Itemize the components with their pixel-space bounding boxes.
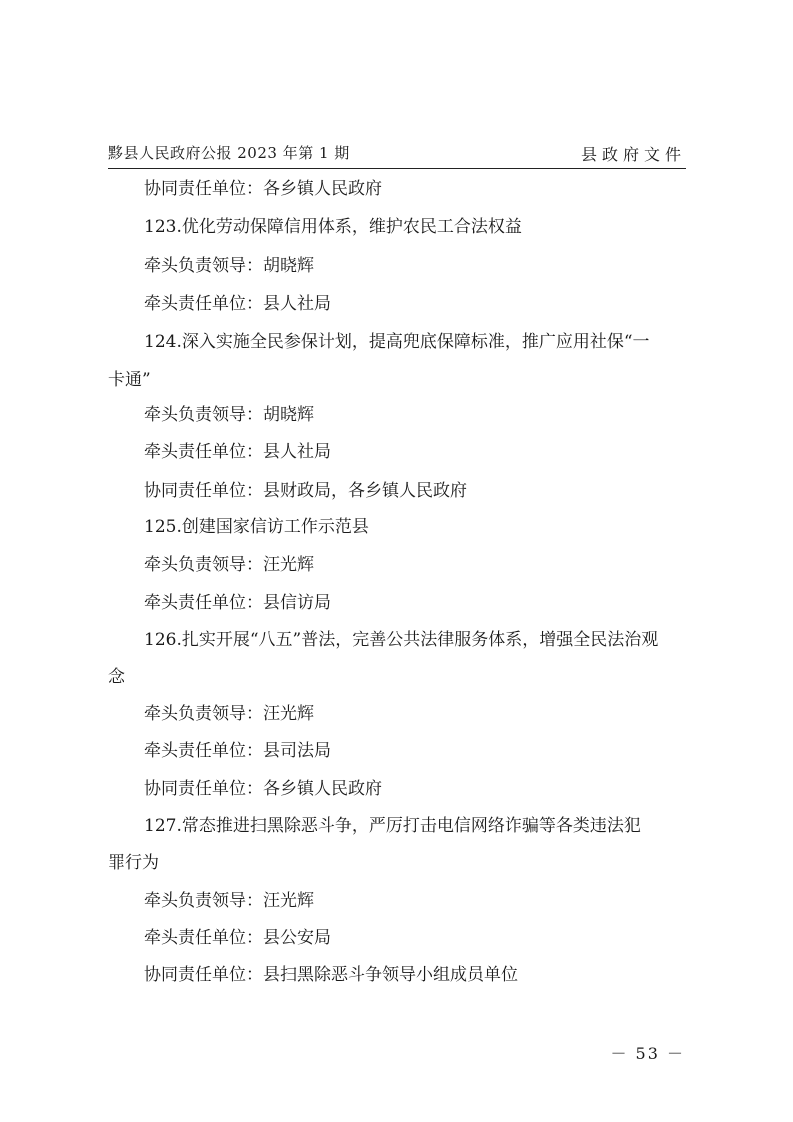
item-heading: 123.优化劳动保障信用体系，维护农民工合法权益 [144,217,522,237]
text-line: 牵头责任单位：县信访局 [144,593,331,613]
text-line: 牵头负责领导：汪光辉 [144,891,314,911]
text-line: 牵头负责领导：汪光辉 [144,704,314,724]
text-line: 牵头责任单位：县人社局 [144,294,331,314]
header-rule [108,168,686,169]
text-line: 牵头责任单位：县人社局 [144,442,331,462]
page-number: － 53 － [610,1044,685,1063]
bulletin-title: 黟县人民政府公报 2023 年第 1 期 [108,144,350,162]
item-heading: 125.创建国家信访工作示范县 [144,517,369,537]
text-line: 协同责任单位：各乡镇人民政府 [144,779,382,799]
text-line: 牵头负责领导：汪光辉 [144,555,314,575]
item-heading: 124.深入实施全民参保计划，提高兜底保障标准，推广应用社保“一 [144,332,650,352]
text-line: 牵头责任单位：县司法局 [144,741,331,761]
text-line: 牵头负责领导：胡晓辉 [144,405,314,425]
item-heading-continued: 念 [108,667,125,687]
text-line: 协同责任单位：县扫黑除恶斗争领导小组成员单位 [144,965,518,985]
page-header [108,142,686,166]
item-heading-continued: 罪行为 [108,853,159,873]
text-line: 协同责任单位：各乡镇人民政府 [144,179,382,199]
text-line: 牵头负责领导：胡晓辉 [144,256,314,276]
text-line: 协同责任单位：县财政局，各乡镇人民政府 [144,481,467,501]
item-heading: 126.扎实开展“八五”普法，完善公共法律服务体系，增强全民法治观 [144,630,659,650]
section-title: 县政府文件 [580,145,686,164]
item-heading-continued: 卡通” [108,370,151,390]
item-heading: 127.常态推进扫黑除恶斗争，严厉打击电信网络诈骗等各类违法犯 [144,816,641,836]
text-line: 牵头责任单位：县公安局 [144,928,331,948]
